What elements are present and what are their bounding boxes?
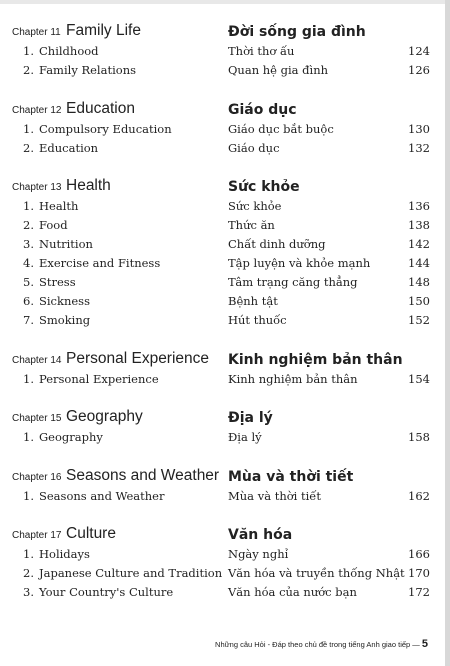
entry-page-number: 136 [408, 199, 430, 213]
chapter-heading [10, 98, 430, 120]
entry-page-number: 130 [408, 121, 430, 136]
chapter-section [10, 406, 430, 447]
entry-page-number: 126 [408, 63, 430, 77]
chapter-title-vietnamese: Giáo dục [228, 101, 297, 118]
chapter-title-vietnamese: Mùa và thời tiết [228, 468, 354, 485]
entry-page-number: 170 [408, 566, 430, 580]
entry-title-english: Holidays [39, 547, 90, 561]
chapter-heading [10, 20, 430, 42]
entry-number: 1. [23, 488, 34, 503]
entry-number: 6. [23, 294, 34, 308]
chapter-title: Culture [66, 525, 116, 542]
entry-number: 1. [23, 44, 34, 58]
entry-title-english: Compulsory Education [39, 121, 172, 136]
entry-title-english: Japanese Culture and Tradition [39, 566, 223, 580]
entry-number: 4. [23, 256, 34, 270]
chapter-title-vietnamese: Văn hóa [228, 527, 293, 543]
entry-number: 7. [23, 313, 34, 327]
entry-page-number: 148 [408, 275, 430, 289]
entry-title-vietnamese: Giáo dục bắt buộc [228, 121, 334, 136]
entry-title-vietnamese: Thời thơ ấu [228, 44, 295, 58]
entry-title-vietnamese: Quan hệ gia đình [228, 63, 329, 77]
chapter-number: Chapter 15 [12, 413, 62, 424]
entry-page-number: 150 [408, 294, 430, 308]
entry-title-english: Sickness [39, 294, 90, 308]
entry-page-number: 142 [408, 237, 430, 251]
chapter-section [10, 20, 430, 80]
entry-title-vietnamese: Văn hóa và truyền thống Nhật [228, 566, 405, 580]
entry-title-vietnamese: Giáo dục [228, 140, 280, 155]
chapter-section [10, 523, 430, 602]
entry-title-vietnamese: Chất dinh dưỡng [228, 237, 326, 251]
chapter-title-vietnamese: Địa lý [228, 410, 273, 426]
toc-entry[interactable] [10, 254, 430, 273]
entry-number: 3. [23, 237, 34, 251]
entry-title-english: Nutrition [39, 237, 93, 251]
toc-entry[interactable] [10, 120, 430, 139]
toc-entry[interactable] [10, 197, 430, 216]
entry-title-vietnamese: Địa lý [228, 430, 262, 444]
footer-book-title: Những câu Hỏi - Đáp theo chủ đề trong tiếng Anh giao tiếp — [215, 640, 420, 649]
entry-number: 1. [23, 547, 34, 561]
entry-title-english: Geography [39, 430, 103, 444]
toc-entry[interactable] [10, 545, 430, 564]
chapter-title-vietnamese: Kinh nghiệm bản thân [228, 351, 403, 368]
chapter-number: Chapter 11 [12, 27, 61, 38]
entry-title-vietnamese: Ngày nghỉ [228, 547, 289, 561]
chapter-heading [10, 406, 430, 428]
entry-number: 3. [23, 585, 34, 599]
entry-title-vietnamese: Văn hóa của nước bạn [228, 585, 357, 599]
chapter-title-vietnamese: Đời sống gia đình [228, 24, 366, 40]
entry-title-vietnamese: Sức khỏe [228, 199, 282, 213]
chapter-section [10, 98, 430, 158]
chapter-section [10, 465, 430, 506]
entry-number: 1. [23, 371, 34, 386]
entry-title-vietnamese: Kinh nghiệm bản thân [228, 371, 358, 386]
chapter-title: Seasons and Weather [66, 466, 220, 484]
chapter-number: Chapter 16 [12, 471, 62, 483]
chapter-number: Chapter 13 [12, 182, 62, 193]
entry-title-english: Seasons and Weather [39, 488, 165, 503]
chapter-heading [10, 175, 430, 197]
entry-number: 1. [23, 121, 34, 136]
entry-number: 1. [23, 430, 34, 444]
chapter-number: Chapter 17 [12, 530, 62, 541]
entry-page-number: 138 [408, 218, 430, 232]
page-edge-right [445, 0, 450, 666]
entry-title-vietnamese: Tập luyện và khỏe mạnh [228, 256, 371, 270]
toc-entry[interactable] [10, 487, 430, 506]
entry-page-number: 124 [408, 44, 430, 58]
entry-title-english: Food [39, 218, 68, 232]
entry-page-number: 166 [408, 547, 430, 561]
entry-title-english: Family Relations [39, 63, 136, 77]
chapter-heading [10, 348, 430, 370]
chapter-title: Family Life [66, 22, 141, 39]
toc-entry[interactable] [10, 42, 430, 61]
entry-title-vietnamese: Tâm trạng căng thẳng [228, 275, 358, 289]
entry-number: 2. [23, 140, 34, 155]
chapter-title-vietnamese: Sức khỏe [228, 179, 300, 195]
entry-page-number: 162 [408, 488, 430, 503]
toc-entry[interactable] [10, 273, 430, 292]
page-edge-top [0, 0, 450, 4]
chapter-title: Geography [66, 408, 143, 425]
chapter-title: Personal Experience [66, 349, 210, 367]
toc-entry[interactable] [10, 235, 430, 254]
entry-title-english: Smoking [39, 313, 91, 327]
chapter-title: Health [66, 177, 111, 194]
entry-title-english: Health [39, 199, 79, 213]
entry-title-english: Stress [39, 275, 76, 289]
toc-entry[interactable] [10, 292, 430, 311]
chapter-section [10, 175, 430, 330]
entry-title-vietnamese: Hút thuốc [228, 313, 287, 327]
chapter-number: Chapter 12 [12, 104, 62, 116]
chapter-section [10, 348, 430, 389]
toc-entry[interactable] [10, 61, 430, 80]
entry-page-number: 172 [408, 585, 430, 599]
toc-entry[interactable] [10, 428, 430, 447]
entry-number: 2. [23, 218, 34, 232]
chapter-title: Education [66, 99, 135, 117]
toc-entry[interactable] [10, 583, 430, 602]
toc-entry[interactable] [10, 139, 430, 158]
chapter-heading [10, 465, 430, 487]
toc-entry[interactable] [10, 311, 430, 330]
entry-page-number: 154 [408, 371, 430, 386]
entry-title-vietnamese: Thức ăn [228, 218, 275, 232]
entry-title-english: Education [39, 140, 99, 155]
table-of-contents [10, 20, 430, 620]
entry-title-vietnamese: Bệnh tật [228, 294, 278, 308]
entry-page-number: 152 [408, 313, 430, 327]
entry-number: 5. [23, 275, 34, 289]
entry-number: 2. [23, 566, 34, 580]
entry-title-vietnamese: Mùa và thời tiết [228, 488, 321, 503]
entry-title-english: Your Country's Culture [39, 585, 174, 599]
chapter-heading [10, 523, 430, 545]
entry-title-english: Childhood [39, 44, 99, 58]
footer-page-number: 5 [421, 638, 428, 650]
entry-title-english: Exercise and Fitness [39, 256, 161, 270]
entry-page-number: 132 [408, 140, 430, 155]
toc-entry[interactable] [10, 564, 430, 583]
entry-page-number: 144 [408, 256, 430, 270]
chapter-number: Chapter 14 [12, 354, 62, 366]
entry-number: 2. [23, 63, 34, 77]
entry-page-number: 158 [408, 430, 430, 444]
entry-title-english: Personal Experience [39, 371, 159, 386]
page-footer [215, 638, 428, 650]
toc-entry[interactable] [10, 216, 430, 235]
toc-entry[interactable] [10, 370, 430, 389]
entry-number: 1. [23, 199, 34, 213]
